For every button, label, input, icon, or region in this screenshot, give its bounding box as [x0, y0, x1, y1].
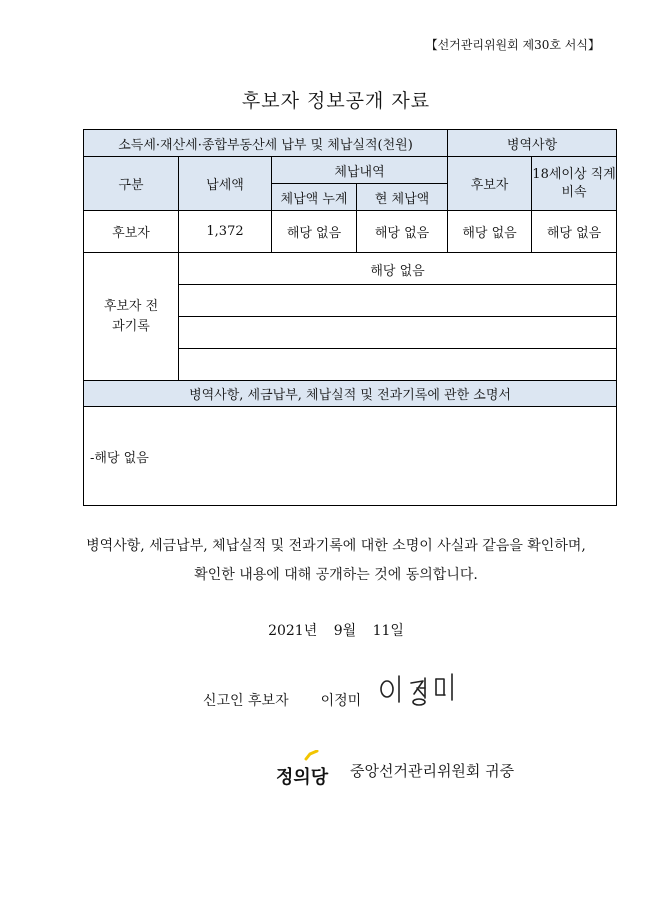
confirmation-line-2: 확인한 내용에 대해 공개하는 것에 동의합니다.: [194, 567, 478, 583]
signer-line: [203, 690, 361, 710]
col-tax-paid: 납세액: [179, 157, 272, 211]
party-logo: [276, 750, 336, 790]
confirmation-line-1: 병역사항, 세금납부, 체납실적 및 전과기록에 대한 소명이 사실과 같음을 확인하며,: [86, 538, 586, 554]
cell-tax-paid: 1,372: [179, 211, 272, 253]
date-month: 9월: [333, 623, 357, 639]
signer-label: 신고인 후보자: [203, 693, 289, 709]
row-label-candidate: 후보자: [84, 211, 179, 253]
cell-arrears-cumulative: 해당 없음: [272, 211, 357, 253]
col-military-candidate: 후보자: [448, 157, 532, 211]
confirmation-text: [0, 532, 672, 590]
document-date: [0, 620, 672, 640]
criminal-record-line: [179, 317, 617, 349]
cell-arrears-current: 해당 없음: [357, 211, 448, 253]
military-section-header: 병역사항: [448, 130, 617, 157]
tax-section-header: 소득세·재산세·종합부동산세 납부 및 체납실적(천원): [84, 130, 448, 157]
date-year: 2021년: [268, 623, 318, 639]
cell-military-lineal: 해당 없음: [532, 211, 617, 253]
criminal-record-line: [179, 285, 617, 317]
document-title: 후보자 정보공개 자료: [241, 90, 431, 112]
date-day: 11일: [372, 623, 404, 639]
criminal-record-line: 해당 없음: [179, 253, 617, 285]
col-arrears-cumulative: 체납액 누계: [272, 184, 357, 211]
cell-military-candidate: 해당 없음: [448, 211, 532, 253]
col-category: 구분: [84, 157, 179, 211]
svg-text:정의당: 정의당: [276, 767, 329, 788]
criminal-record-label: 후보자 전과기록: [84, 253, 179, 381]
col-military-lineal: 18세이상 직계비속: [532, 157, 617, 211]
form-number: 【선거관리위원회 제30호 서식】: [425, 38, 600, 52]
signer-name: 이정미: [320, 693, 362, 709]
handwritten-signature: [378, 670, 464, 710]
criminal-record-line: [179, 349, 617, 381]
col-arrears-current: 현 체납액: [357, 184, 448, 211]
col-arrears: 체납내역: [272, 157, 448, 184]
statement-body: -해당 없음: [84, 407, 617, 506]
table-row: [84, 253, 617, 285]
disclosure-table: [83, 129, 617, 506]
table-row: [84, 211, 617, 253]
recipient-authority: 중앙선거관리위원회 귀중: [350, 762, 515, 780]
statement-header: 병역사항, 세금납부, 체납실적 및 전과기록에 관한 소명서: [84, 381, 617, 407]
